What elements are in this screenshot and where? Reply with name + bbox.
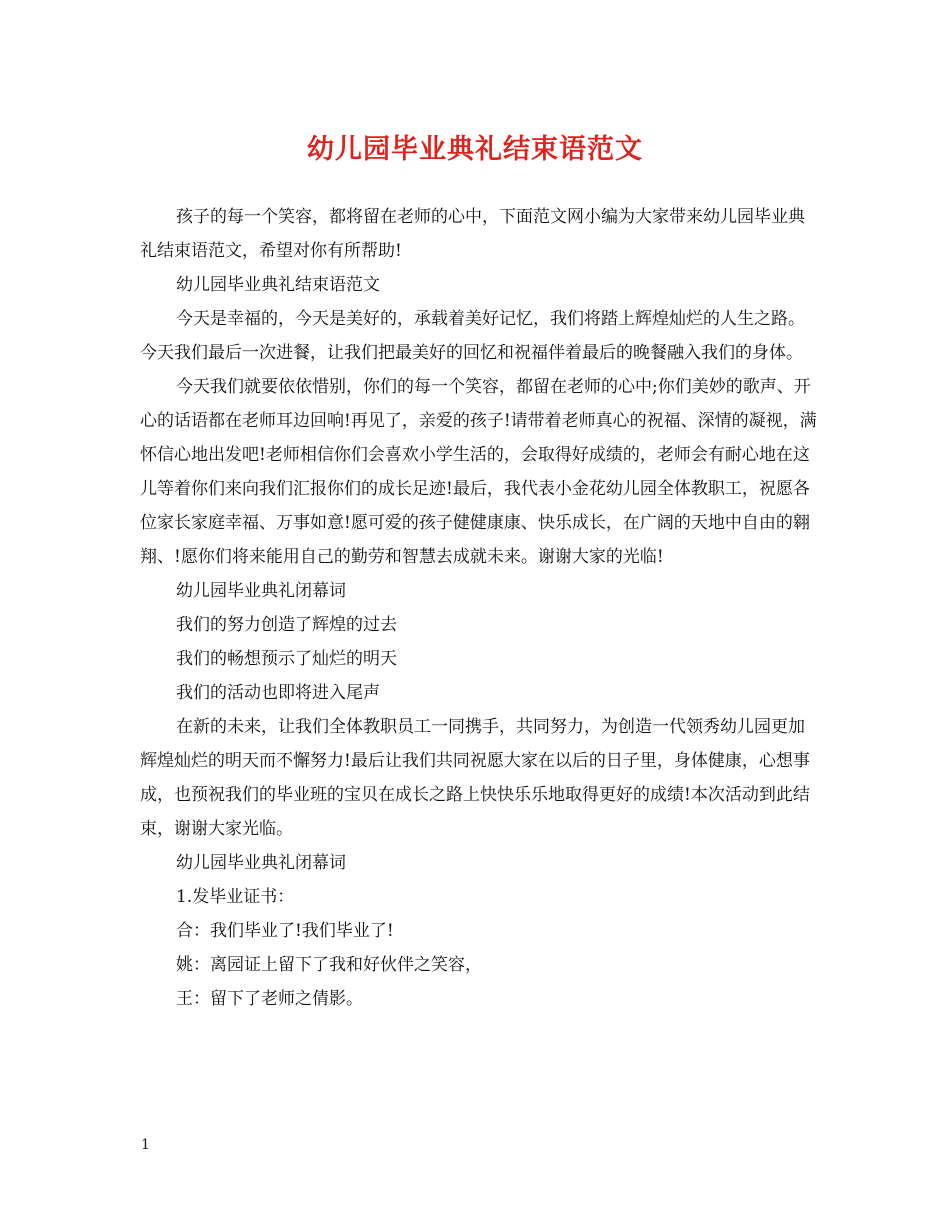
section-heading-closing-speech: 幼儿园毕业典礼闭幕词 bbox=[176, 581, 346, 601]
poem-line-1: 我们的努力创造了辉煌的过去 bbox=[176, 615, 397, 635]
list-item-certificates: 1.发毕业证书： bbox=[176, 887, 295, 907]
dialogue-line-yao: 姚：离园证上留下了我和好伙伴之笑容， bbox=[176, 955, 482, 975]
dialogue-line-together: 合：我们毕业了!我们毕业了! bbox=[176, 921, 394, 941]
section-heading-closing-speech-2: 幼儿园毕业典礼闭幕词 bbox=[176, 853, 346, 873]
poem-line-3: 我们的活动也即将进入尾声 bbox=[176, 683, 380, 703]
document-title: 幼儿园毕业典礼结束语范文 bbox=[307, 134, 643, 165]
section-heading-closing-remarks: 幼儿园毕业典礼结束语范文 bbox=[176, 275, 380, 295]
page-number: 1 bbox=[141, 1137, 150, 1153]
dialogue-line-wang: 王：留下了老师之倩影。 bbox=[176, 989, 363, 1009]
paragraph-new-future: 在新的未来，让我们全体教职员工一同携手，共同努力，为创造一代领秀幼儿园更加辉煌灿烂的明天而不懈努力!最后让我们共同祝愿大家在以后的日子里，身体健康，心想事成，也预祝我们的毕业班的宝贝在成长之路上快快乐乐地取得更好的成绩!本次活动到此结束，谢谢大家光临。 bbox=[140, 717, 810, 839]
paragraph-farewell: 今天我们就要依依惜别，你们的每一个笑容，都留在老师的心中;你们美妙的歌声、开心的话语都在老师耳边回响!再见了，亲爱的孩子!请带着老师真心的祝福、深情的凝视，满怀信心地出发吧!老师相信你们会喜欢小学生活的，会取得好成绩的，老师会有耐心地在这儿等着你们来向我们汇报你们的成长足迹!最后，我代表小金花幼儿园全体教职工，祝愿各位家长家庭幸福、万事如意!愿可爱的孩子健健康康、快乐成长，在广阔的天地中自由的翱翔、!愿你们将来能用自己的勤劳和智慧去成就未来。谢谢大家的光临! bbox=[140, 377, 817, 567]
document-body bbox=[140, 200, 820, 1016]
paragraph-today-happy: 今天是幸福的，今天是美好的，承载着美好记忆，我们将踏上辉煌灿烂的人生之路。今天我们最后一次进餐，让我们把最美好的回忆和祝福伴着最后的晚餐融入我们的身体。 bbox=[140, 309, 805, 363]
paragraph-intro: 孩子的每一个笑容，都将留在老师的心中，下面范文网小编为大家带来幼儿园毕业典礼结束语范文，希望对你有所帮助! bbox=[140, 207, 805, 261]
poem-line-2: 我们的畅想预示了灿烂的明天 bbox=[176, 649, 397, 669]
